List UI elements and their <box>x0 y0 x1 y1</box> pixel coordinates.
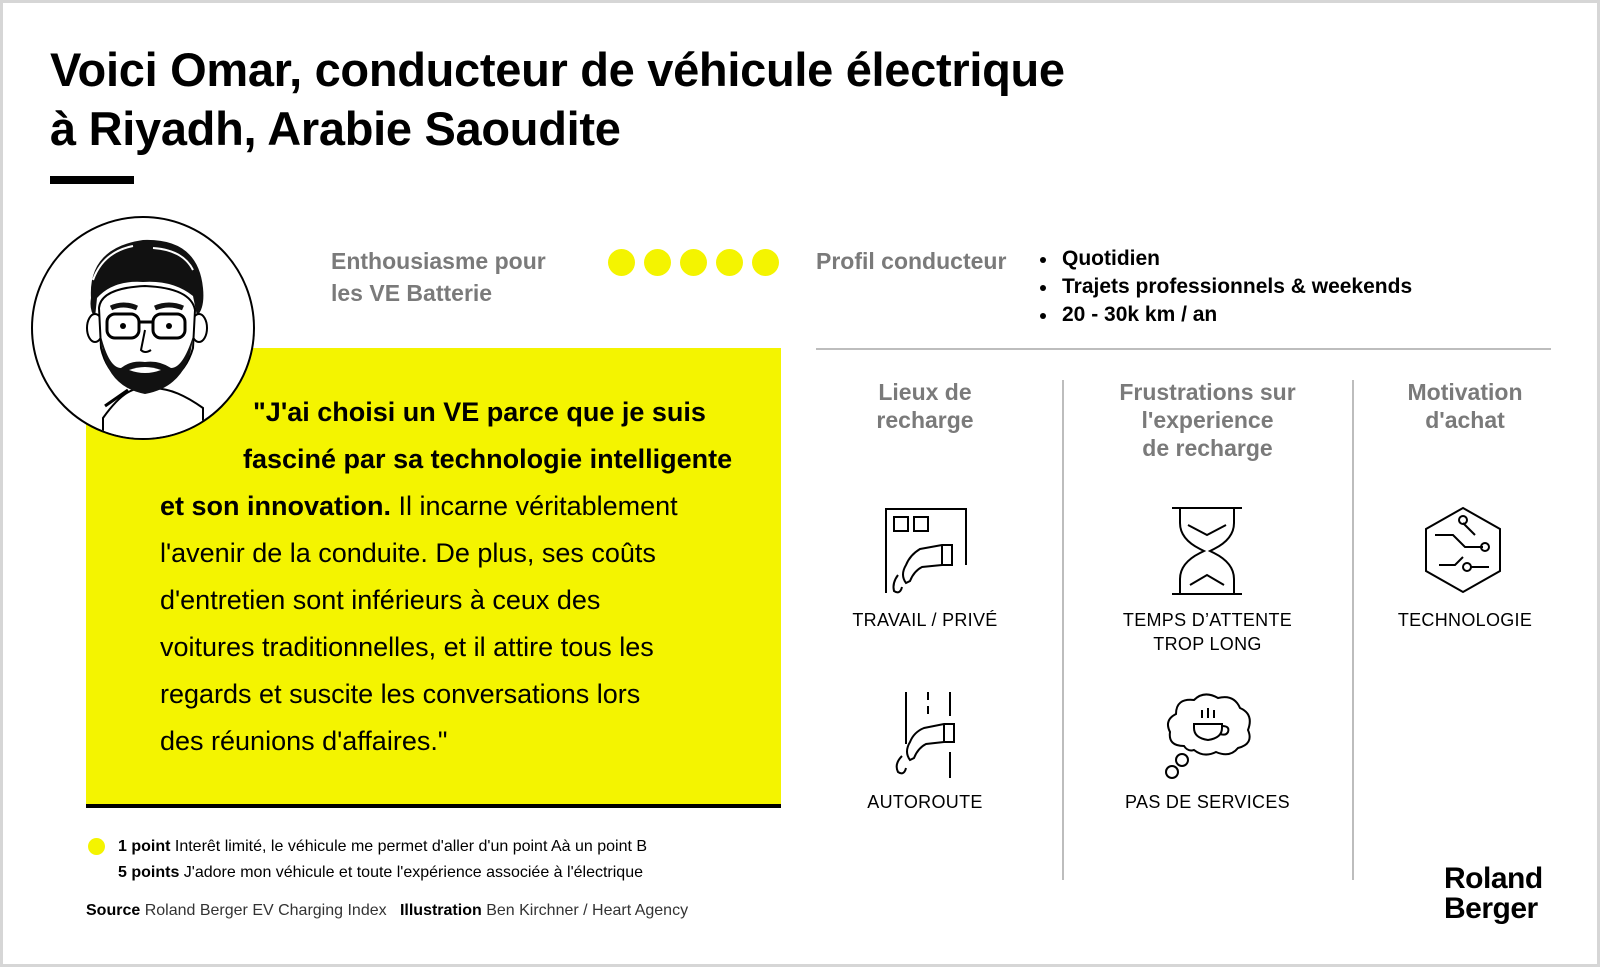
illustration-label: Illustration <box>399 902 482 919</box>
enthusiasm-label-line-1: Enthousiasme pour <box>331 248 546 274</box>
label-line: TROP LONG <box>1153 634 1262 654</box>
legend-1-bold: 1 point <box>118 838 171 855</box>
enthusiasm-label <box>331 245 581 309</box>
enthusiasm-rating <box>608 249 779 276</box>
legend-2-text: J'adore mon véhicule et toute l'expérience associée à l'électrique <box>179 864 643 881</box>
logo-line-2: Berger <box>1444 892 1538 925</box>
label-technology: TECHNOLOGIE <box>1397 610 1533 630</box>
rating-dot <box>644 249 671 276</box>
section-divider <box>816 348 1551 350</box>
column-divider <box>1062 380 1064 880</box>
profile-list <box>1040 245 1412 329</box>
avatar <box>31 216 255 440</box>
column-heading-frustrations <box>1100 378 1315 462</box>
rating-dot <box>680 249 707 276</box>
source-text: Roland Berger EV Charging Index <box>140 902 387 919</box>
circuit-hexagon-icon <box>1423 505 1503 600</box>
profile-item: Quotidien <box>1040 245 1412 273</box>
roland-berger-logo <box>1444 864 1543 924</box>
column-heading-motivation <box>1385 378 1545 434</box>
source-credits <box>86 900 688 922</box>
title-underline <box>50 176 134 184</box>
quote-line-3-rest: Il incarne véritablement <box>391 491 678 521</box>
quote-line-3-bold: et son innovation. <box>160 491 392 521</box>
thought-coffee-icon <box>1160 690 1256 787</box>
label-wait-time <box>1100 608 1315 656</box>
label-work-private: TRAVAIL / PRIVÉ <box>852 610 998 630</box>
quote-line-6: voitures traditionnelles, et il attire tous les <box>160 632 654 662</box>
heading-line: Lieux de <box>878 379 972 405</box>
legend-1-text: Interêt limité, le véhicule me permet d'aller d'un point Aà un point B <box>170 838 648 855</box>
source-label: Source <box>86 902 141 919</box>
portrait-illustration-icon <box>33 218 255 440</box>
logo-line-1: Roland <box>1444 862 1543 895</box>
page-title <box>50 40 1250 158</box>
enthusiasm-label-line-2: les VE Batterie <box>331 280 493 306</box>
rating-dot <box>608 249 635 276</box>
illustration-text: Ben Kirchner / Heart Agency <box>481 902 689 919</box>
heading-line: Motivation <box>1407 379 1523 405</box>
hourglass-icon <box>1170 505 1244 602</box>
label-line: TEMPS D’ATTENTE <box>1122 610 1293 630</box>
title-line-1: Voici Omar, conducteur de véhicule électrique <box>50 43 1065 96</box>
quote-line-7: regards et suscite les conversations lors <box>160 679 641 709</box>
legend-line-2 <box>118 862 643 884</box>
heading-line: l'experience <box>1141 407 1274 433</box>
legend-dot <box>88 838 105 855</box>
quote-line-2: fasciné par sa technologie intelligente <box>243 444 733 474</box>
column-divider <box>1352 380 1354 880</box>
highway-charger-icon <box>888 688 968 785</box>
heading-line: d'achat <box>1425 407 1505 433</box>
legend-line-1 <box>118 836 647 858</box>
heading-line: recharge <box>876 407 974 433</box>
quote-line-8: des réunions d'affaires." <box>160 726 448 756</box>
profile-item: 20 - 30k km / an <box>1040 301 1412 329</box>
rating-dot <box>752 249 779 276</box>
title-line-2: à Riyadh, Arabie Saoudite <box>50 102 621 155</box>
label-no-services: PAS DE SERVICES <box>1125 792 1290 812</box>
heading-line: de recharge <box>1142 435 1273 461</box>
quote-text <box>160 389 770 765</box>
quote-line-4: l'avenir de la conduite. De plus, ses coûts <box>160 538 656 568</box>
quote-line-1: "J'ai choisi un VE parce que je suis <box>253 397 706 427</box>
quote-line-5: d'entretien sont inférieurs à ceux des <box>160 585 601 615</box>
column-heading-charging-places <box>845 378 1005 434</box>
heading-line: Frustrations sur <box>1119 379 1296 405</box>
label-highway: AUTOROUTE <box>867 792 983 812</box>
rating-dot <box>716 249 743 276</box>
profile-item: Trajets professionnels & weekends <box>1040 273 1412 301</box>
legend-2-bold: 5 points <box>118 864 180 881</box>
wall-charger-icon <box>880 505 970 602</box>
profile-label: Profil conducteur <box>816 248 1007 274</box>
